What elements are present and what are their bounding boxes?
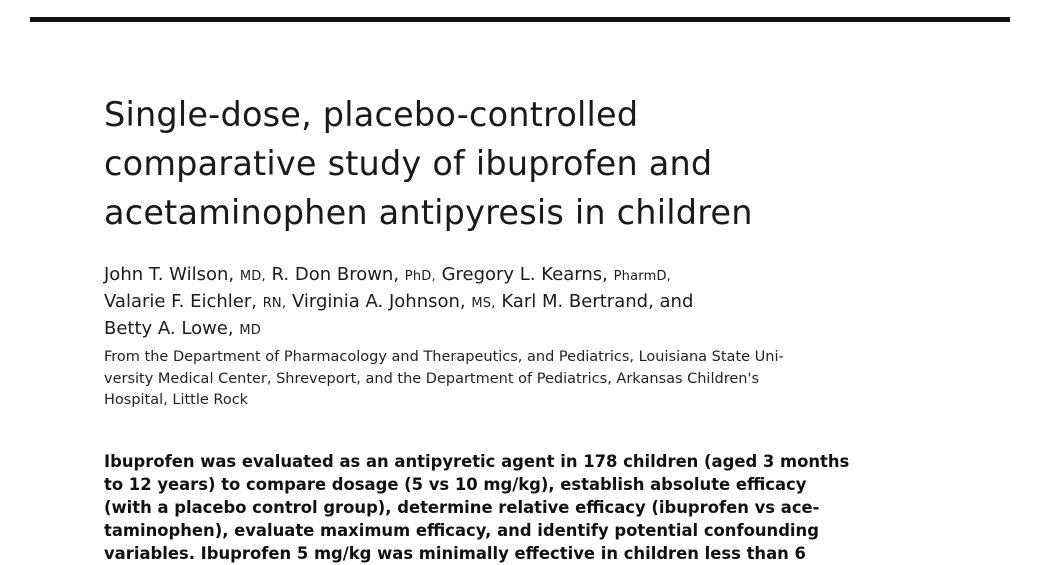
author-name: Gregory L. Kearns,	[441, 264, 608, 285]
author-degree: PharmD,	[613, 269, 671, 284]
author-degree: MD	[239, 323, 261, 338]
author-name: Betty A. Lowe,	[104, 318, 234, 339]
author-degree: RN,	[262, 296, 287, 311]
affiliation-line: versity Medical Center, Shreveport, and the Department of Pediatrics, Arkansas Children's	[104, 370, 759, 387]
author-line	[104, 316, 984, 343]
author-name: R. Don Brown,	[271, 264, 400, 285]
article-title	[104, 90, 1004, 237]
title-line: comparative study of ibuprofen and	[104, 144, 713, 183]
title-line: Single-dose, placebo-controlled	[104, 95, 639, 134]
abstract-line: to 12 years) to compare dosage (5 vs 10 mg/kg), establish absolute efficacy	[104, 475, 807, 494]
author-degree: MS,	[471, 296, 496, 311]
affiliation-line: Hospital, Little Rock	[104, 392, 249, 408]
author-degree: PhD,	[404, 269, 436, 284]
author-line	[104, 262, 984, 289]
author-list	[104, 262, 984, 343]
abstract-line: taminophen), evaluate maximum efficacy, and identify potential confounding	[104, 521, 819, 540]
author-name: John T. Wilson,	[104, 264, 235, 285]
author-degree: MD,	[239, 269, 266, 284]
top-rule	[30, 17, 1010, 22]
author-name: Valarie F. Eichler,	[104, 291, 257, 312]
affiliation	[104, 347, 864, 412]
abstract-line: Ibuprofen was evaluated as an antipyretic agent in 178 children (aged 3 months	[104, 452, 850, 471]
abstract	[104, 450, 864, 565]
abstract-line: variables. Ibuprofen 5 mg/kg was minimally effective in children less than 6	[104, 544, 806, 563]
abstract-line: (with a placebo control group), determine relative efficacy (ibuprofen vs ace-	[104, 498, 820, 517]
author-name: Karl M. Bertrand, and	[501, 291, 694, 312]
affiliation-line: From the Department of Pharmacology and Therapeutics, and Pediatrics, Louisiana State Uni-	[104, 349, 784, 365]
title-line: acetaminophen antipyresis in children	[104, 193, 753, 232]
author-name: Virginia A. Johnson,	[291, 291, 466, 312]
author-line	[104, 289, 984, 316]
